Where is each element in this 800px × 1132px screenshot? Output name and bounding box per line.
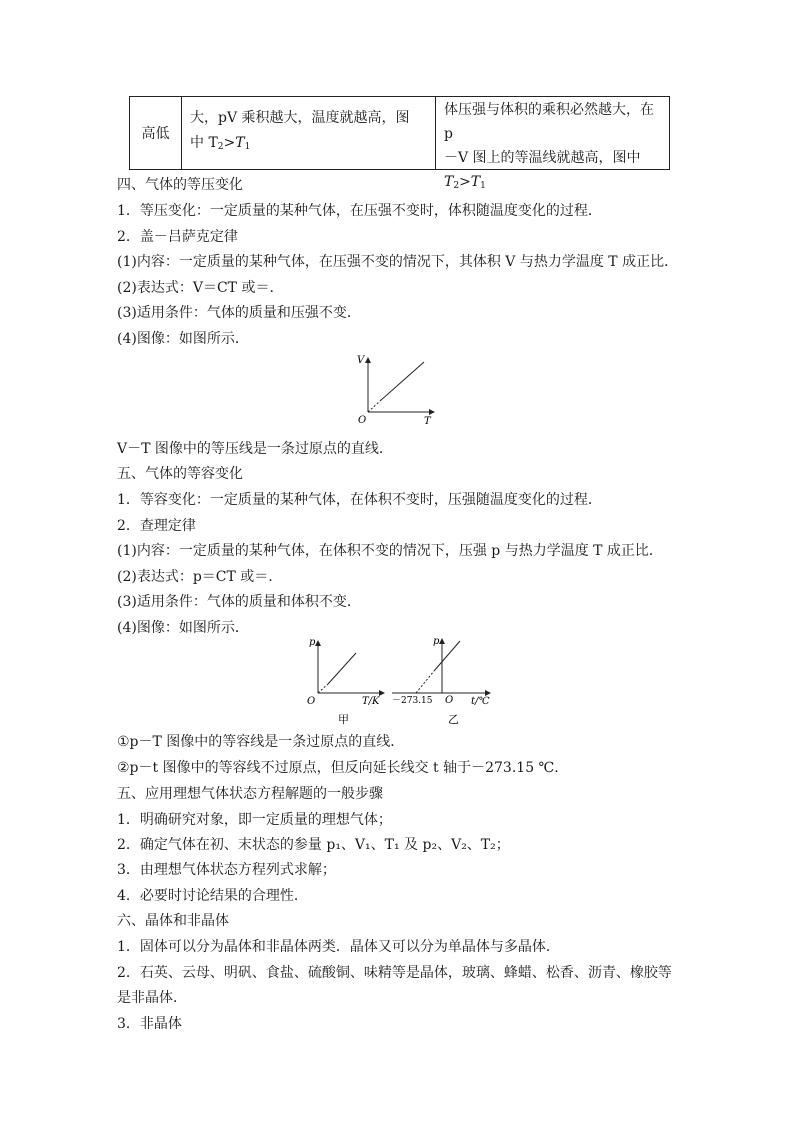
isochore-line (328, 653, 356, 684)
table-cell-line: 中 $T_2>T_1$ (190, 135, 251, 152)
table-row-label: 高低 (130, 97, 182, 169)
table-cell-pv-description (182, 97, 436, 169)
x-axis-label: T (424, 416, 431, 427)
paragraph: (1)内容：一定质量的某种气体，在体积不变的情况下，压强 p 与热力学温度 T 成正比． (117, 543, 663, 559)
section-heading: 四、气体的等压变化 (117, 177, 243, 193)
paragraph: V－T 图像中的等压线是一条过原点的直线． (117, 441, 393, 457)
paragraph: ②p－t 图像中的等容线不过原点，但反向延长线交 t 轴于－273.15 ℃. (117, 760, 559, 776)
paragraph: (3)适用条件：气体的质量和压强不变． (117, 305, 361, 321)
paragraph: 1．等压变化：一定质量的某种气体，在压强不变时，体积随温度变化的过程． (117, 203, 602, 219)
table-cell-line: 大，pV 乘积越大，温度就越高，图 (190, 110, 410, 126)
x-axis-label: T/K (362, 696, 380, 707)
paragraph: 2．盖－吕萨克定律 (117, 229, 238, 245)
paragraph: 1．固体可以分为晶体和非晶体两类．晶体又可以分为单晶体与多晶体． (117, 939, 560, 955)
paragraph: (3)适用条件：气体的质量和体积不变． (117, 594, 361, 610)
paragraph: 3．由理想气体状态方程列式求解； (117, 862, 336, 878)
paragraph: (4)图像：如图所示． (117, 620, 249, 636)
paragraph: 2．查理定律 (117, 518, 196, 534)
y-axis-label: p (309, 637, 316, 648)
paragraph: 是非晶体． (117, 990, 187, 1006)
figure-caption: 乙 (448, 713, 459, 725)
paragraph: 3．非晶体 (117, 1016, 182, 1032)
origin-label: O (445, 695, 454, 706)
table-cell-line: $T_2>T_1$ (444, 174, 486, 191)
pt-isochore-figure (388, 633, 498, 725)
pT-isochore-figure (300, 633, 390, 725)
table-cell-isotherm-description (436, 97, 669, 191)
isobar-line (380, 362, 424, 401)
extension-dashed-line (368, 401, 380, 412)
y-axis-label: p (433, 636, 440, 647)
paragraph: (1)内容：一定质量的某种气体，在压强不变的情况下，其体积 V 与热力学温度 T 成正比． (117, 254, 679, 270)
extension-dashed-line (416, 671, 434, 693)
paragraph: (2)表达式：V＝CT 或＝. (117, 280, 274, 296)
vt-isobar-figure (352, 350, 442, 430)
origin-label: O (358, 415, 367, 426)
x-axis-label: t/℃ (471, 696, 490, 707)
table-cell-line: －V 图上的等温线就越高，图中 (444, 150, 641, 166)
paragraph: ①p－T 图像中的等容线是一条过原点的直线． (117, 734, 405, 750)
table-cell-line: 体压强与体积的乘积必然越大，在 p (444, 102, 654, 142)
paragraph: 2．石英、云母、明矾、食盐、硫酸铜、味精等是晶体，玻璃、蜂蜡、松香、沥青、橡胶等 (117, 965, 672, 981)
paragraph: (4)图像：如图所示． (117, 331, 249, 347)
figure-caption: 甲 (338, 713, 349, 725)
section-heading: 六、晶体和非晶体 (117, 913, 229, 929)
section-heading: 五、气体的等容变化 (117, 466, 243, 482)
paragraph: 1．明确研究对象，即一定质量的理想气体； (117, 812, 392, 828)
section-heading: 五、应用理想气体状态方程解题的一般步骤 (117, 786, 383, 802)
origin-label: O (307, 696, 316, 707)
y-axis-label: V (357, 355, 365, 366)
extension-dashed-line (318, 684, 328, 693)
paragraph: 4．必要时讨论结果的合理性． (117, 888, 308, 904)
intercept-label: －273.15 (392, 696, 433, 706)
paragraph: (2)表达式：p＝CT 或＝. (117, 569, 273, 585)
paragraph: 2．确定气体在初、末状态的参量 p₁、V₁、T₁ 及 p₂、V₂、T₂； (117, 837, 510, 853)
paragraph: 1．等容变化：一定质量的某种气体，在体积不变时，压强随温度变化的过程． (117, 492, 602, 508)
